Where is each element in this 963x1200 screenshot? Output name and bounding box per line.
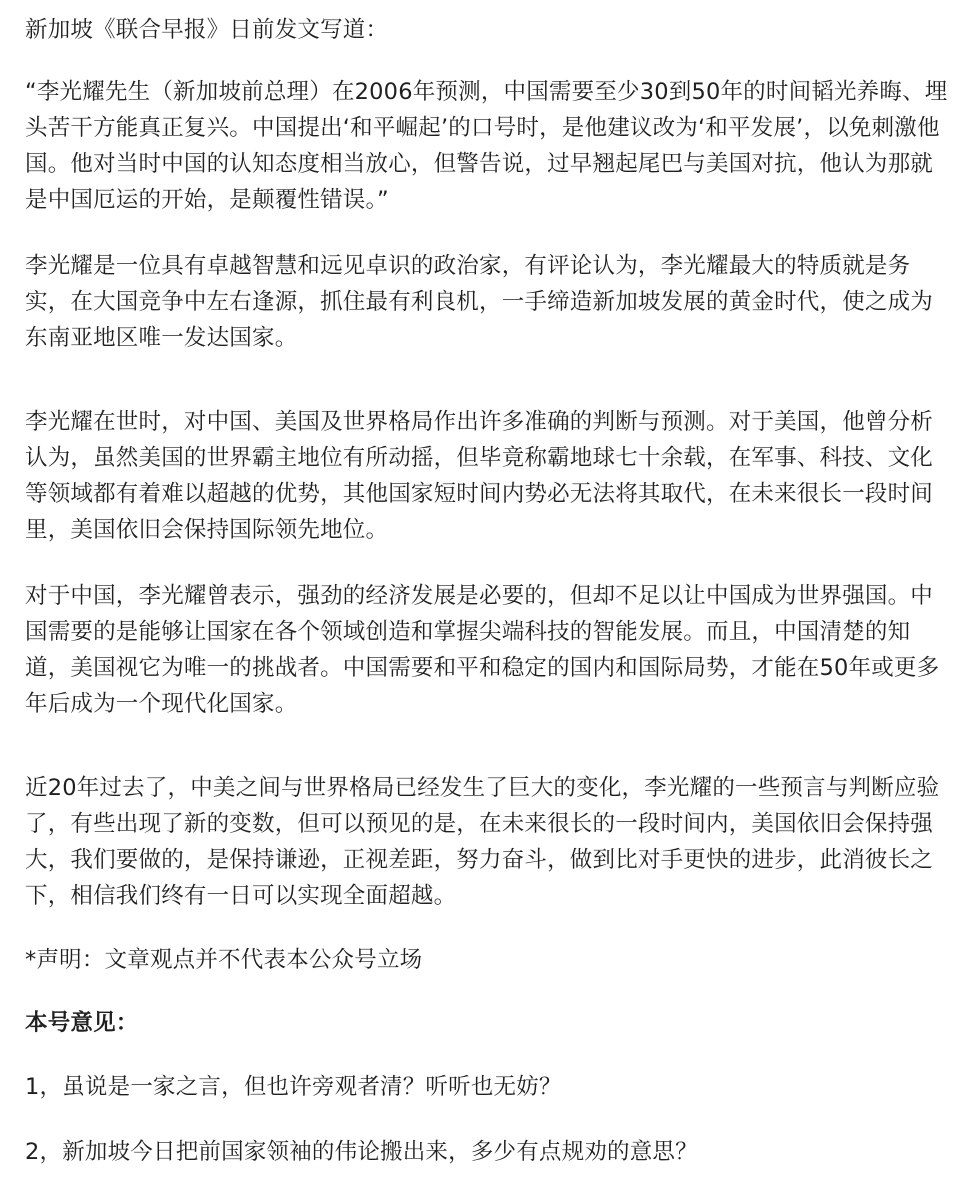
traits-paragraph: 李光耀是一位具有卓越智慧和远见卓识的政治家，有评论认为，李光耀最大的特质就是务实，在大国竞争中左右逢源，抓住最有利良机，一手缔造新加坡发展的黄金时代，使之成为东南亚地区唯一发达国家。 [25,253,934,351]
quote-paragraph: “李光耀先生（新加坡前总理）在2006年预测，中国需要至少30到50年的时间韬光养晦、埋头苦干方能真正复兴。中国提出‘和平崛起’的口号时，是他建议改为‘和平发展’，以免刺激他国。他对当时中国的认知态度相当放心，但警告说，过早翘起尾巴与美国对抗，他认为那就是中国厄运的开始，是颠覆性错误。” [25,79,948,213]
usa-paragraph: 李光耀在世时，对中国、美国及世界格局作出许多准确的判断与预测。对于美国，他曾分析认为，虽然美国的世界霸主地位有所动摇，但毕竟称霸地球七十余载，在军事、科技、文化等领域都有着难以超越的优势，其他国家短时间内势必无法将其取代，在未来很长一段时间里，美国依旧会保持国际领先地位。 [25,409,934,543]
opinion-heading: 本号意见： [25,1010,139,1036]
opinion-item-2: 2，新加坡今日把前国家领袖的伟论搬出来，多少有点规劝的意思？ [25,1139,698,1165]
intro-paragraph: 新加坡《联合早报》日前发文写道： [25,17,389,43]
opinion-item-1: 1，虽说是一家之言，但也许旁观者清？听听也无妨？ [25,1074,562,1100]
china-paragraph: 对于中国，李光耀曾表示，强劲的经济发展是必要的，但却不足以让中国成为世界强国。中国需要的是能够让国家在各个领域创造和掌握尖端科技的智能发展。而且，中国清楚的知道，美国视它为唯一的挑战者。中国需要和平和稳定的国内和国际局势，才能在50年或更多年后成为一个现代化国家。 [25,583,940,717]
present-paragraph: 近20年过去了，中美之间与世界格局已经发生了巨大的变化，李光耀的一些预言与判断应验了，有些出现了新的变数，但可以预见的是，在未来很长的一段时间内，美国依旧会保持强大，我们要做的，是保持谦逊，正视差距，努力奋斗，做到比对手更快的进步，此消彼长之下，相信我们终有一日可以实现全面超越。 [25,775,940,909]
disclaimer-text: *声明：文章观点并不代表本公众号立场 [25,947,423,973]
